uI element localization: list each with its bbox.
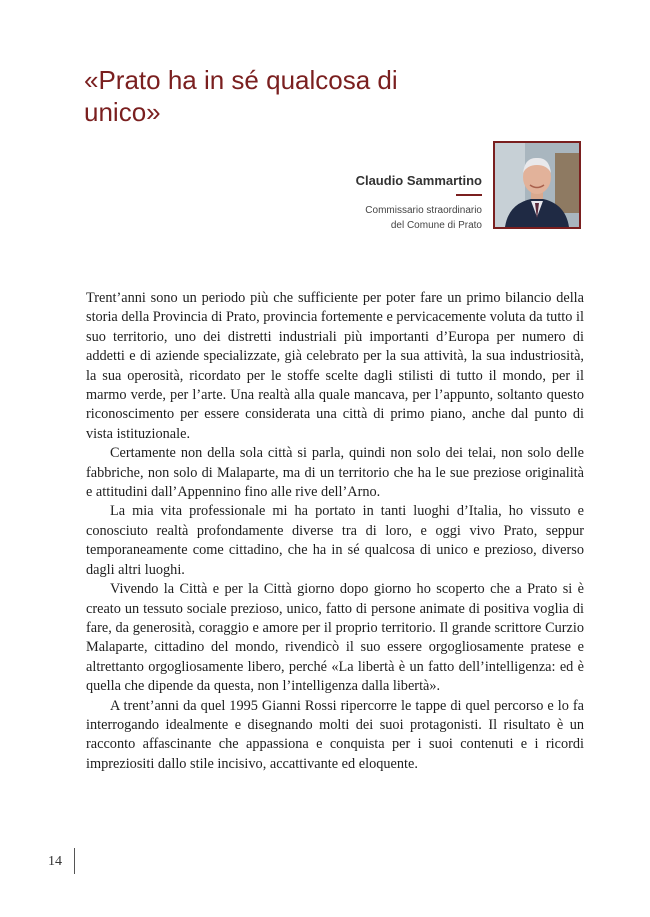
author-divider: [456, 194, 482, 196]
person-portrait-icon: [495, 143, 579, 227]
paragraph: Vivendo la Città e per la Città giorno dopo giorno ho scoperto che a Prato si è creato un tessuto sociale prezioso, unico, fatto di persone animate di positiva voglia di fare, da generosità, coraggio e amore per il proprio territorio. Il grande scrittore Curzio Malaparte, cittadino del mondo, rivendicò il suo essere orgogliosamente pratese e altrettanto orgogliosamente libero, perché «La libertà è un fatto dell’intelligenza: ed è quella che dipende da questa, non l’intelligenza dalla libertà».: [86, 581, 584, 695]
article-body: [86, 289, 584, 774]
author-role-line-1: Commissario straordinario: [365, 205, 482, 216]
article-title: «Prato ha in sé qualcosa di unico»: [84, 65, 398, 127]
paragraph: Certamente non della sola città si parla, quindi non solo dei telai, non solo delle fabbriche, non solo di Malaparte, ma di un territorio che ha le sue preziose originalità e attitudini dall’Appennino fino alle rive dell’Arno.: [86, 445, 584, 501]
author-portrait: [493, 141, 581, 229]
page-number: 14: [48, 854, 62, 869]
author-name: Claudio Sammartino: [355, 173, 482, 188]
author-role-line-2: del Comune di Prato: [390, 220, 482, 231]
author-block: [356, 173, 482, 233]
page-number-divider: [74, 848, 75, 874]
paragraph: A trent’anni da quel 1995 Gianni Rossi ripercorre le tappe di quel percorso e lo fa interrogando idealmente e disegnando molti dei suoi protagonisti. Il risultato è un racconto affascinante che appassiona e conquista per i suoi contenuti e i ricordi impreziositi dallo stile incisivo, accattivante ed eloquente.: [86, 697, 584, 772]
paragraph: La mia vita professionale mi ha portato in tanti luoghi d’Italia, ho vissuto e conosciuto realtà profondamente diverse tra di loro, e oggi vivo Prato, seppur temporaneamente come cittadino, che ha in sé qualcosa di unico e prezioso, diverso dagli altri luoghi.: [86, 503, 584, 578]
paragraph: Trent’anni sono un periodo più che sufficiente per poter fare un primo bilancio della storia della Provincia di Prato, provincia fortemente e pervicacemente voluta da tutto il suo territorio, uno dei distretti industriali più importanti d’Europa per numero di addetti e di aziende specializzate, già celebrato per la sua attività, la sua industriosità, la sua operosità, ricordato per le stoffe scelte dagli stilisti di tutto il mondo, per il marmo verde, per l’arte. Una realtà alla quale mancava, per l’appunto, soltanto questo riconoscimento per essere considerata una città di primo piano, anche dal punto di vista istituzionale.: [86, 290, 584, 442]
